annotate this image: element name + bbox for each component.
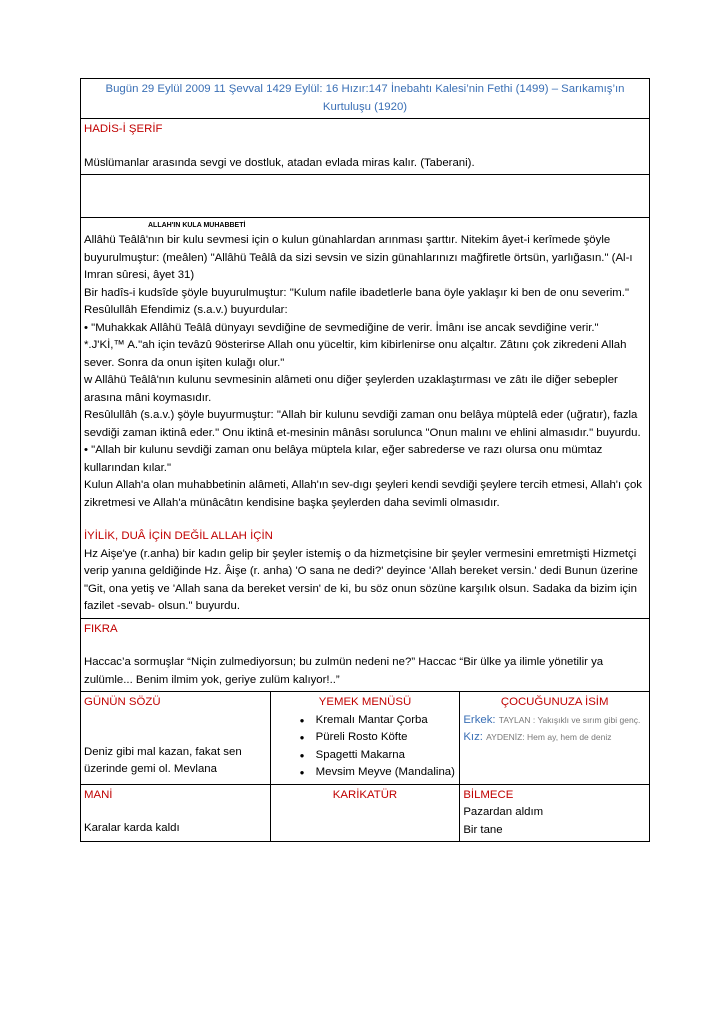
- hadis-section: [81, 119, 650, 175]
- isim-title: ÇOCUĞUNUZA İSİM: [500, 696, 609, 708]
- muhabbet-paragraph: Allâhü Teâlâ'nın bir kulu sevmesi için o kulun günahlardan arınması şarttır. Nitekim âyet-i kerîmede şöyle buyurulmuştur: (meâlen) "Allâhü Teâlâ da sizi sevsin ve sizin günahlarınızı mağfiretle örtsün, yarlığasın." (Al-ı Imran sûresi, âyet 31): [84, 234, 633, 281]
- erkek-label: Erkek:: [463, 713, 496, 726]
- muhabbet-paragraph: Resûlullâh Efendimiz (s.a.v.) buyurdular:: [84, 304, 288, 316]
- empty-row: [81, 175, 650, 218]
- menu-item: ● Spagetti Makarna: [300, 747, 457, 765]
- karikatur-title: KARİKATÜR: [332, 788, 398, 801]
- muhabbet-paragraph: • "Muhakkak Allâhü Teâlâ dünyayı sevdiğine de sevmediğine de verir. İmânı ise ancak sevdiğine verir.": [84, 321, 599, 334]
- content-table: [80, 78, 650, 842]
- kiz-label: Kız:: [463, 731, 483, 743]
- menu-item: ● Mevsim Meyve (Mandalina): [300, 764, 457, 782]
- hadis-title: HADİS-İ ŞERİF: [84, 123, 163, 135]
- document-page: [80, 78, 650, 842]
- kiz-text: AYDENİZ: Hem ay, hem de deniz: [486, 732, 612, 742]
- gunun-sozu-title: GÜNÜN SÖZÜ: [84, 696, 161, 708]
- iyilik-title: İYİLİK, DUÂ İÇİN DEĞİL ALLAH İÇİN: [84, 530, 273, 542]
- muhabbet-paragraph: Kulun Allah'a olan muhabbetinin alâmeti, Allah'ın sev-dıgı şeyleri kendi sevdiği şeylere tercih etmesi, Allah'ı çok zikretmesi ve Allah'a münâcâtın kendisine başka şeylerden daha sevimli olmasıdır.: [84, 479, 643, 509]
- muhabbet-paragraph: • "Allah bir kulunu sevdiği zaman onu belâya müptela kılar, eğer sabrederse ve razı olursa onu mümtaz kullarından kılar.": [84, 444, 603, 474]
- date-header: Bugün 29 Eylül 2009 11 Şevval 1429 Eylül: 16 Hızır:147 İnebahtı Kalesi’nin Fethi (1499) – Sarıkamış’ın Kurtuluşu (1920): [81, 79, 650, 119]
- isim-cell: [460, 692, 650, 785]
- muhabbet-paragraph: Bir hadîs-i kudsîde şöyle buyurulmuştur: "Kulum nafile ibadetlerle bana öyle yaklaşır ki ben de onu severim.": [84, 286, 629, 299]
- mani-text: Karalar karda kaldı: [84, 822, 180, 834]
- bilmece-title: BİLMECE: [463, 788, 514, 801]
- bilmece-cell: [460, 784, 650, 842]
- fikra-text: Haccac’a sormuşlar “Niçin zulmediyorsun; bu zulmün nedeni ne?” Haccac “Bir ülke ya ilimle yönetilir ya zulümle... Benim ilmim yok, geriye zulüm kalıyor!..”: [84, 656, 604, 686]
- fikra-title: FIKRA: [84, 622, 118, 635]
- menu-list: [274, 712, 457, 782]
- menu-item: ● Kremalı Mantar Çorba: [300, 712, 457, 730]
- hadis-text: Müslümanlar arasında sevgi ve dostluk, atadan evlada miras kalır. (Taberani).: [84, 156, 475, 169]
- yemek-cell: [270, 692, 460, 785]
- bilmece-line: Pazardan aldım: [463, 806, 544, 818]
- muhabbet-paragraph: Resûlullâh (s.a.v.) şöyle buyurmuştur: "Allah bir kulunu sevdiği zaman onu belâya müptelâ eder (uğratır), fazla sevdiği zaman iktinâ eder." Onu iktinâ et-mesinin mânâsı sorulunca "Onun malını ve ehlini almasıdır." buyurdu.: [84, 409, 641, 439]
- muhabbet-title: ALLAH'IN KULA MUHABBETİ: [148, 222, 246, 229]
- muhabbet-section: [81, 218, 650, 619]
- gunun-sozu-text: Deniz gibi mal kazan, fakat sen üzerinde gemi ol. Mevlana: [84, 745, 242, 775]
- yemek-title: YEMEK MENÜSÜ: [318, 696, 412, 708]
- mani-cell: [81, 784, 271, 842]
- bilmece-line: Bir tane: [463, 823, 503, 836]
- mani-title: MANİ: [84, 788, 113, 801]
- muhabbet-paragraph: w Allâhü Teâlâ'nın kulunu sevmesinin alâmeti onu diğer şeylerden uzaklaştırması ve zâtı ile diğer sebepler arasına mâni koymasıdır.: [84, 374, 618, 404]
- gunun-sozu-cell: [81, 692, 271, 785]
- menu-item: ● Püreli Rosto Köfte: [300, 729, 457, 747]
- karikatur-cell: [270, 784, 460, 842]
- iyilik-text: Hz Aişe'ye (r.anha) bir kadın gelip bir şeyler istemiş o da hizmetçisine bir şeyler vermesini emretmişti Hizmetçi verip yanına geldiğinde Hz. Âişe (r. anha) 'O sana ne dedi?' deyince 'Allah bereket versin.' dedi Bunun üzerine "Git, ona yetiş ve 'Allah sana da bereket versin' de ki, bu söz onun sözüne karşılık olsun. Sadaka da bizim için fazilet -sevab- olsun." buyurdu.: [84, 547, 638, 612]
- fikra-section: [81, 618, 650, 692]
- muhabbet-paragraph: *.J'Kİ,™ A."ah için tevâzû 9österirse Allah onu yüceltir, kim kibirlenirse onu alçaltır. Zâtını çok zikredeni Allah sever. Sonra da onun işiten kulağı olur.": [84, 339, 627, 369]
- erkek-text: TAYLAN : Yakışıklı ve sırım gibi genç.: [498, 714, 641, 725]
